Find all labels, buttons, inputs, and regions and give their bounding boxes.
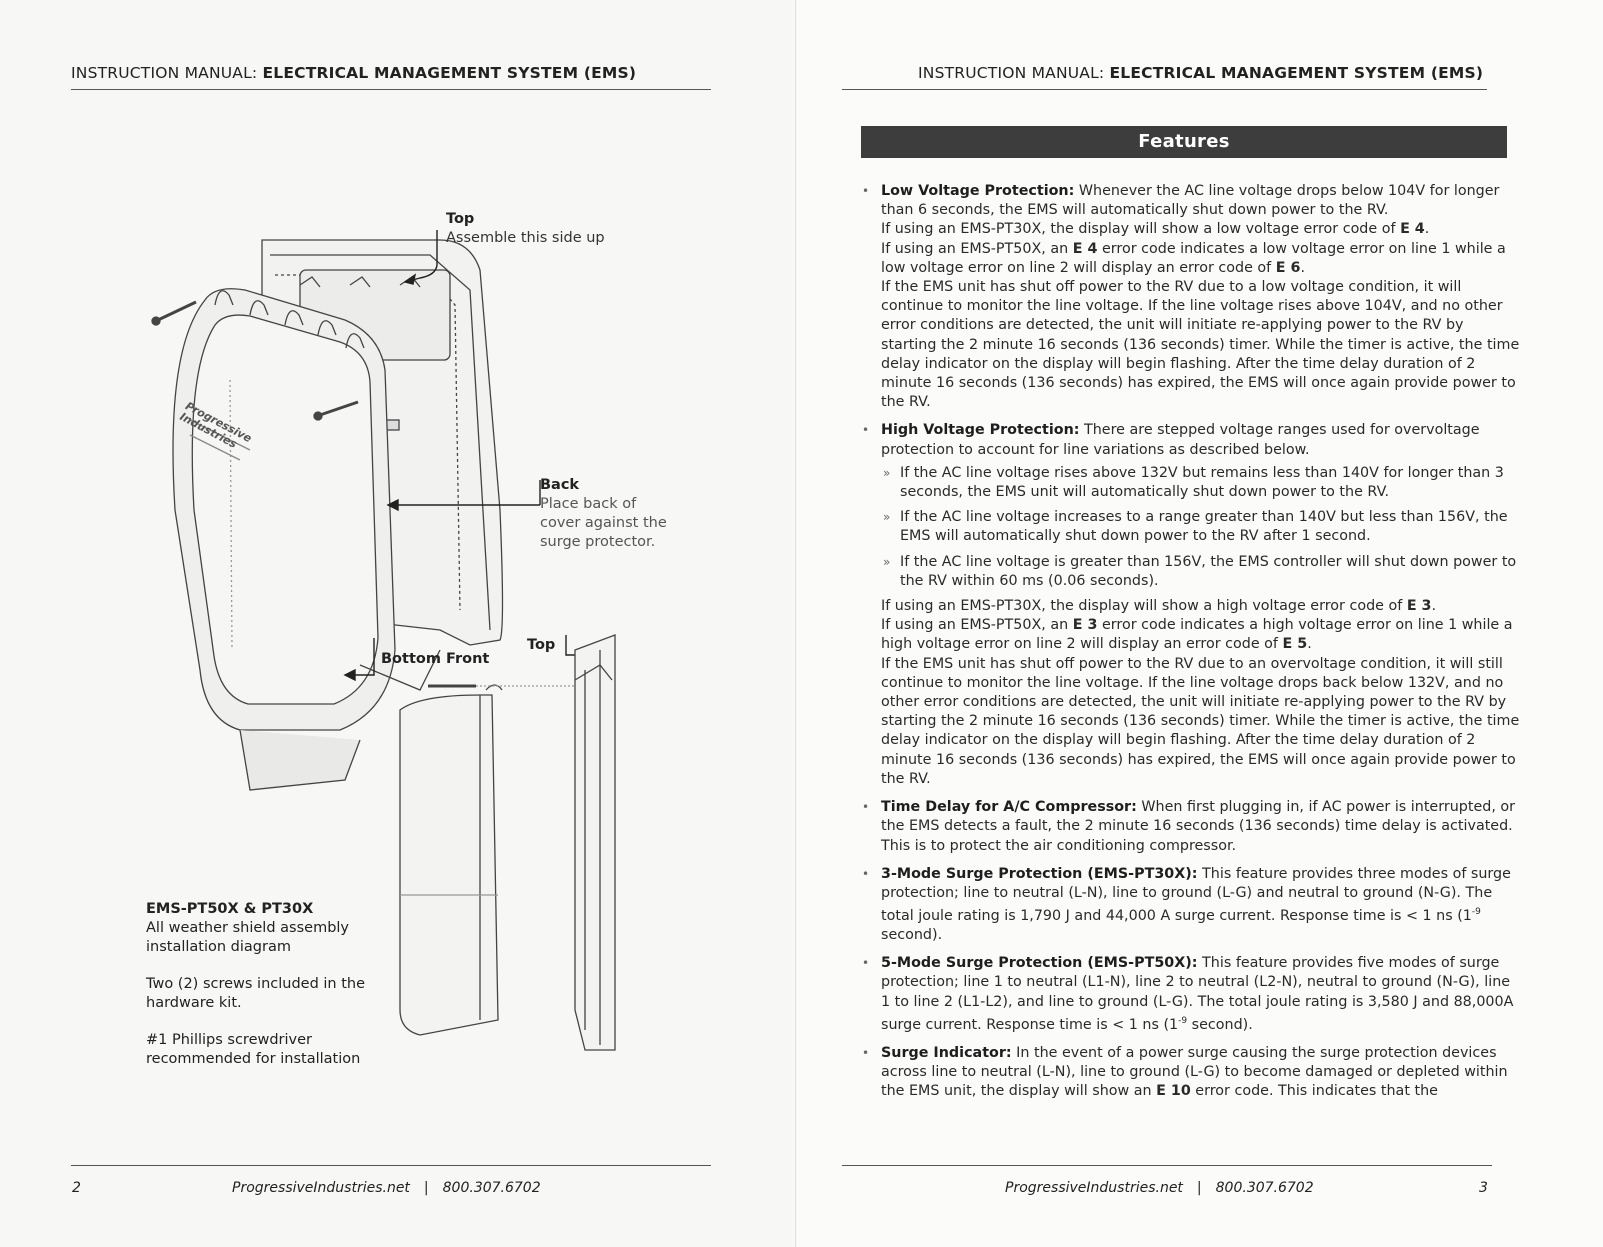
high-voltage-range-1: » If the AC line voltage rises above 132V but remains less than 140V for longer than 3 seconds, the EMS unit will automatically shut down power to the RV. xyxy=(881,464,1522,502)
page-header: INSTRUCTION MANUAL: ELECTRICAL MANAGEMENT SYSTEM (EMS) xyxy=(918,64,1484,82)
feature-high-voltage: • High Voltage Protection: There are stepped voltage ranges used for overvoltage protection to account for line variations as described below. » If the AC line voltage rises above 132V but remains less than 140V for longer than 3 seconds, the EMS unit will automatically shut down power to the RV. » If the AC line voltage increases to a range greater than 140V but less than 156V, the EMS will automatically shut down power to the RV after 1 second. » If the AC line voltage is greater than 156V, the EMS controller will shut down power to the RV within 60 ms (0.06 seconds). If using an EMS-PT30X, the display will show a high voltage error code of E 3. If using an EMS-PT50X, an E 3 error code indicates a high voltage error on line 1 while a high voltage error on line 2 will display an error code of E 5. If the EMS unit has shut off power to the RV due to an overvoltage condition, it will still continue to monitor the line voltage. If the line voltage drops back below 132V, and no other error conditions are detected, the unit will initiate re-applying power to the RV by starting the 2 minute 16 seconds (136 seconds) timer. While the timer is active, the time delay indicator on the display will begin flashing. After the time delay duration of 2 minute 16 seconds (136 seconds) has expired, the EMS will once again provide power to the RV. xyxy=(862,421,1522,789)
page-number-right: 3 xyxy=(1479,1180,1488,1196)
page-number: 2 xyxy=(72,1180,81,1196)
feature-low-voltage: • Low Voltage Protection: Whenever the AC line voltage drops below 104V for longer than 6 seconds, the EMS will automatically shut down power to the RV. If using an EMS-PT30X, the display will show a low voltage error code of E 4. If using an EMS-PT50X, an E 4 error code indicates a low voltage error on line 1 while a low voltage error on line 2 will display an error code of E 6. If the EMS unit has shut off power to the RV due to a low voltage condition, it will continue to monitor the line voltage. If the line voltage rises above 104V, and no other error conditions are detected, the unit will initiate re-applying power to the RV by starting the 2 minute 16 seconds (136 seconds) timer. While the timer is active, the time delay indicator on the display will begin flashing. After the time delay duration of 2 minute 16 seconds (136 seconds) has expired, the EMS will once again provide power to the RV. xyxy=(862,182,1522,412)
callout-top: Top Assemble this side up xyxy=(446,211,605,246)
callout-bottom-front: Bottom Front xyxy=(381,651,490,667)
high-voltage-range-2: » If the AC line voltage increases to a range greater than 140V but less than 156V, the EMS will automatically shut down power to the RV after 1 second. xyxy=(881,508,1522,546)
high-voltage-range-3: » If the AC line voltage is greater than 156V, the EMS controller will shut down power to the RV within 60 ms (0.06 seconds). xyxy=(881,553,1522,591)
page-footer: ProgressiveIndustries.net | 800.307.6702 xyxy=(232,1180,541,1196)
footer-rule-right xyxy=(842,1165,1492,1166)
features-list xyxy=(862,182,1522,1110)
footer-phone: 800.307.6702 xyxy=(442,1180,541,1196)
footer-rule xyxy=(71,1165,711,1166)
footer-phone: 800.307.6702 xyxy=(1215,1180,1314,1196)
diagram-caption: EMS-PT50X & PT30X All weather shield assembly installation diagram Two (2) screws included in the hardware kit. #1 Phillips screwdriver recommended for installation xyxy=(146,901,366,1067)
feature-5-mode-surge: • 5-Mode Surge Protection (EMS-PT50X): This feature provides five modes of surge protection; line 1 to neutral (L1-N), line 2 to neutral (L2-N), neutral to ground (N-G), line 1 to line 2 (L1-L2), and line to ground (L-G). The total joule rating is 3,580 J and 88,000A surge current. Response time is < 1 ns ($1^{-9}$ second). xyxy=(862,954,1522,1035)
features-banner: Features xyxy=(861,126,1507,158)
footer-website: ProgressiveIndustries.net xyxy=(1005,1180,1183,1196)
left-page xyxy=(0,0,797,1247)
callout-top-side: Top xyxy=(527,637,556,653)
page-header: INSTRUCTION MANUAL: ELECTRICAL MANAGEMENT SYSTEM (EMS) xyxy=(71,64,637,82)
footer-website: ProgressiveIndustries.net xyxy=(232,1180,410,1196)
callout-back: Back Place back of cover against the surge protector. xyxy=(540,477,667,550)
header-rule xyxy=(842,89,1487,90)
feature-surge-indicator: • Surge Indicator: In the event of a power surge causing the surge protection devices across line to neutral (L-N), line to ground (L-G) to become damaged or depleted within the EMS unit, the display will show an E 10 error code. This indicates that the xyxy=(862,1044,1522,1102)
brand-logo: Progressive Industries xyxy=(177,399,254,451)
feature-3-mode-surge: • 3-Mode Surge Protection (EMS-PT30X): This feature provides three modes of surge protection; line to neutral (L-N), line to ground (L-G) and neutral to ground (N-G). The total joule rating is 1,790 J and 44,000 A surge current. Response time is < 1 ns ($1^{-9}$ second). xyxy=(862,865,1522,946)
feature-time-delay: • Time Delay for A/C Compressor: When first plugging in, if AC power is interrupted, or the EMS detects a fault, the 2 minute 16 seconds (136 seconds) time delay is activated. This is to protect the air conditioning compressor. xyxy=(862,798,1522,856)
page-footer-right: ProgressiveIndustries.net | 800.307.6702 xyxy=(1005,1180,1314,1196)
